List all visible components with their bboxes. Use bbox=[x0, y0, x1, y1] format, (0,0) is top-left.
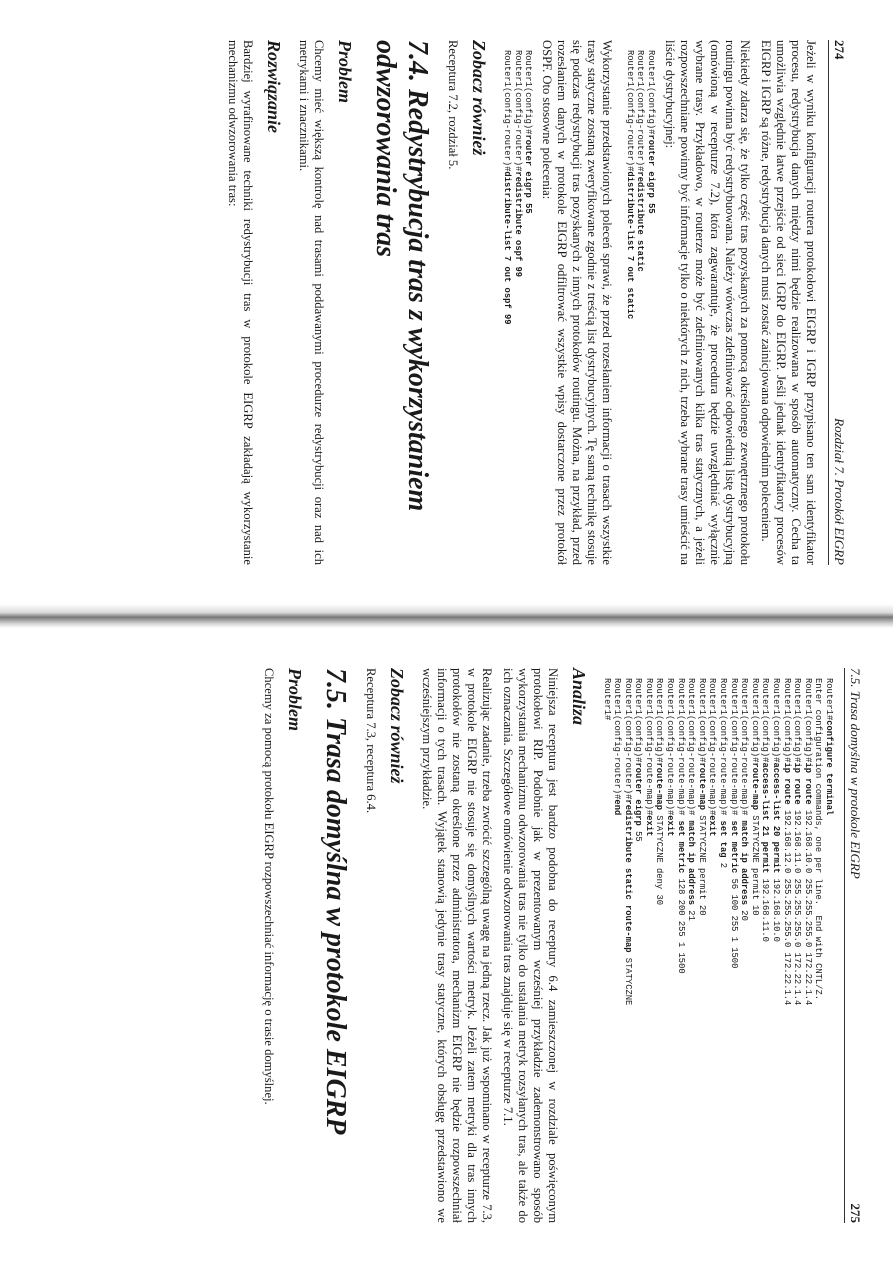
code-line: Router1#configure terminal bbox=[824, 678, 834, 816]
code-line: Router1(config)#ip route 192.168.12.0 255.255.255.0 172.22.1.4 bbox=[781, 678, 792, 1006]
running-header bbox=[844, 668, 863, 1223]
problem-text: Chcemy za pomocą protokołu EIGRP rozpowszechniać informację o trasie domyślnej. bbox=[261, 668, 276, 1105]
code-line: Router1(config-route-map)# set tag 2 bbox=[718, 678, 729, 869]
see-also-heading: Zobacz również bbox=[469, 40, 490, 156]
code-line: Router1(config-router)#redistribute static route-map STATYCZNE bbox=[622, 678, 633, 1006]
code-block: Router1(config)#router eigrp 55 Router1(config-router)#redistribute ospf 99 Router1(config-router)#distribute-list 7 out ospf 99 bbox=[502, 50, 534, 325]
code-line: Router1(config-route-map)#exit bbox=[665, 678, 676, 837]
code-line: Router1(config-route-map)# match ip address 21 bbox=[686, 678, 697, 921]
code-line: Router1(config)#route-map STATYCZNE deny 30 bbox=[654, 678, 665, 906]
running-header bbox=[828, 40, 847, 565]
code-line: Router1(config)#route-map STATYCZNE permit 10 bbox=[749, 678, 760, 916]
section-title: 7.5. Trasa domyślna w protokole EIGRP bbox=[319, 668, 351, 1135]
code-line: Router1# bbox=[601, 678, 612, 721]
code-line: Router1(config-route-map)#exit bbox=[643, 678, 654, 837]
problem-heading: Problem bbox=[284, 668, 305, 731]
paragraph: Wykorzystanie przedstawionych poleceń sprawi, że przed rozesłaniem informacji o trasach wszystkie trasy statyczne zostaną zweryfikowane zgodnie z treścią list dystrybucyjnych. Tę samą technikę stosuje się podczas redystrybucji tras pozyskanych z innych protokołów routingu. Można, na przykład, przed rozesłaniem danych w protokole EIGRP odfiltrować wszystkie wpisy dostarczone przez protokół OSPF. Oto stosowne polecenia: bbox=[540, 40, 615, 565]
code-line: Router1(config-route-map)#exit bbox=[707, 678, 718, 837]
code-block bbox=[601, 678, 834, 1223]
solution-text: Bardziej wyrafinowane techniki redystrybucji tras w protokole EIGRP zakładają wykorzystanie mechanizmu odwzorowania tras: bbox=[226, 40, 256, 565]
code-line: Router1(config)#access-list 21 permit 192.168.11.0 bbox=[760, 678, 771, 942]
page-274 bbox=[0, 0, 893, 605]
code-line: Router1(config-route-map)# set metric 56 100 255 1 1500 bbox=[728, 678, 739, 969]
paragraph: Niniejsza receptura jest bardzo podobna do receptury 6.4 zamieszczonej w rozdziale poświęconym protokołowi RIP. Podobnie jak w prezentowanym wcześniej przykładzie zademonstrowano sposób wykorzystania mechanizmu odwzorowania tras nie tylko do ustalania metryk rozsyłanych tras, ale także do ich oznaczania. Szczegółowe omówienie odwzorowania tras znajduje się w recepturze 7.1. bbox=[500, 668, 560, 1223]
code-block: Router1(config)#router eigrp 55 Router1(config-router)#redistribute static Router1(config-router)#distribute-list 7 out static bbox=[624, 50, 656, 320]
code-line: Router1(config-route-map)# match ip address 20 bbox=[739, 678, 750, 921]
book-spine bbox=[0, 604, 893, 628]
page-number: 275 bbox=[848, 1203, 863, 1223]
code-line: Router1(config-route-map)# set metric 128 200 255 1 1500 bbox=[675, 678, 686, 974]
problem-text: Chcemy mieć większą kontrolę nad trasami poddawanymi procedurze redystrybucji oraz nad ich metrykami i znacznikami. bbox=[297, 40, 327, 565]
paragraph: Jeżeli w wyniku konfiguracji routera protokołowi EIGRP i IGRP przypisano ten sam identyfikator procesu, redystrybucja danych między nimi będzie realizowana w sposób automatyczny. Cecha ta umożliwia względnie łatwe przejście od sieci IGRP do EIGRP. Jeśli jednak identyfikatory procesów EIGRP i IGRP są różne, redystrybucja danych musi zostać zainicjowana odpowiednim poleceniem. bbox=[759, 40, 818, 565]
running-head-title: 7.5. Trasa domyślna w protokole EIGRP bbox=[848, 668, 863, 879]
section-title: 7.4. Redystrybucja tras z wykorzystaniem odwzorowania tras bbox=[370, 40, 434, 512]
code-line: Router1(config-router)#end bbox=[612, 678, 623, 816]
code-line: Router1(config)#ip route 192.168.10.0 255.255.255.0 172.22.1.4 bbox=[802, 678, 813, 1006]
see-also-text: Receptura 7.3, receptura 6.4. bbox=[363, 668, 378, 814]
problem-heading: Problem bbox=[335, 40, 356, 103]
paragraph: Realizując zadanie, trzeba zwrócić szczególną uwagę na jedną rzecz. Jak już wspominano w recepturze 7.3, w protokole EIGRP nie stosuje się domyślnych wartości metryk. Jeżeli zatem metryki dla tras innych protokołów nie zostaną określone przez administratora, mechanizm EIGRP nie będzie rozpowszechniał informacji o tych trasach. Wyjątek stanowią jedynie trasy statyczne, których obsługę przedstawiono we wcześniejszym przykładzie. bbox=[419, 668, 494, 1223]
see-also-heading: Zobacz również bbox=[386, 668, 407, 784]
page-number: 274 bbox=[832, 40, 847, 60]
code-line: Router1(config)#router eigrp 55 bbox=[633, 678, 644, 842]
solution-heading: Rozwiązanie bbox=[264, 40, 285, 134]
analysis-heading: Analiza bbox=[568, 668, 589, 726]
paragraph: Niekiedy zdarza się, że tylko część tras pozyskanych za pomocą określonego zewnętrznego protokołu routingu powinna być redystrybuowana. Należy wówczas zdefiniować odpowiednią listę dystrybucyjną (omówioną w recepturze 7.2), która zagwarantuje, że procedura będzie uwzględniać wyłącznie wybrane trasy. Przykładowo, w routerze może być zdefiniowanych kilka tras statycznych, a jeżeli rozpowszechniane powinny być informacje tylko o niektórych z nich, trzeba wybrane trasy umieścić na liście dystrybucyjnej: bbox=[663, 40, 752, 565]
code-line: Enter configuration commands, one per line. End with CNTL/Z. bbox=[813, 678, 824, 1001]
running-head-title: Rozdział 7. Protokół EIGRP bbox=[832, 418, 847, 565]
code-line: Router1(config)#access-list 20 permit 192.168.10.0 bbox=[771, 678, 782, 942]
see-also-text: Receptura 7.2, rozdział 5. bbox=[446, 40, 461, 170]
code-line: Router1(config)#route-map STATYCZNE permit 20 bbox=[696, 678, 707, 916]
code-line: Router1(config)#ip route 192.168.11.0 255.255.255.0 172.22.1.4 bbox=[792, 678, 803, 1006]
page-275 bbox=[0, 628, 893, 1263]
